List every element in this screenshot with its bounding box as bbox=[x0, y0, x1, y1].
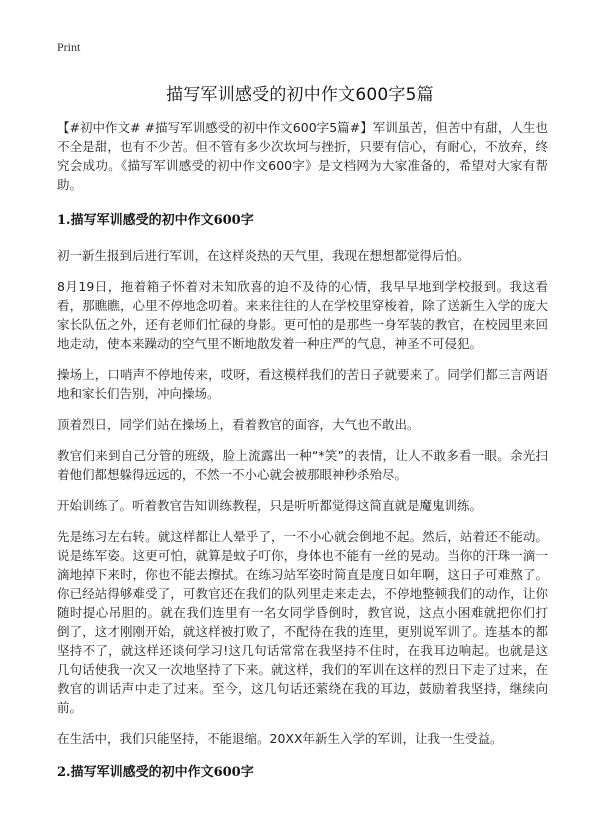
page-title: 描写军训感受的初中作文600字5篇 bbox=[166, 85, 434, 105]
article-body bbox=[57, 118, 548, 798]
paragraph: 开始训练了。听着教官告知训练教程，只是听听都觉得这简直就是魔鬼训练。 bbox=[57, 498, 483, 513]
section-heading-2: 2.描写军训感受的初中作文600字 bbox=[57, 765, 254, 780]
paragraph: 先是练习左右转。就这样都让人晕乎了，一不小心就会倒地不起。然后，站着还不能动。说是练军姿。这更可怕，就算是蚊子叮你，身体也不能有一丝的晃动。当你的汗珠一滴一滴地掉下来时，你也不能去擦拭。在练习站军姿时简直是度日如年啊，这日子可难熬了。你已经站得够难受了，可教官还在我们的队列里走来走去，不停地整顿我们的动作，让你随时提心吊胆的。就在我们连里有一名女同学昏倒时，教官说，这点小困难就把你们打 倒了，这才刚刚开始，就这样被打败了，不配待在我的连里，更别说军训了。连基本的都坚持不了，就这样还谈何学习!这几句话常常在我坚持不住时，在我耳边响起。也就是这几句话使我一次又一次地坚持了下来。就这样，我们的军训在这样的烈日下走了过来，在教官的训话声中走了过来。至今，这几句话还萦绕在我的耳边，鼓励着我坚持，继续向前。 bbox=[57, 529, 548, 715]
paragraph: 8月19日，拖着箱子怀着对未知欣喜的迫不及待的心情，我早早地到学校报到。我这看看，那瞧瞧，心里不停地念叨着。来来往往的人在学校里穿梭着，除了送新生入学的庞大家长队伍之外，还有老师们忙碌的身影。更可怕的是那些一身军装的教官，在校园里来回地走动，使本来躁动的空气里不断地散发着一种庄严的气息，神圣不可侵犯。 bbox=[57, 279, 548, 351]
intro-paragraph: 【#初中作文# #描写军训感受的初中作文600字5篇#】军训虽苦，但苦中有甜，人生也不全是甜，也有不少苦。但不管有多少次坎坷与挫折，只要有信心，有耐心，不放弃，终究会成功。《描写军训感受的初中作文600字》是文档网为大家准备的，希望对大家有帮助。 bbox=[57, 120, 548, 192]
paragraph: 在生活中，我们只能坚持，不能退缩。20XX年新生入学的军训，让我一生受益。 bbox=[57, 731, 503, 746]
print-link[interactable]: Print bbox=[57, 40, 81, 54]
paragraph: 初一新生报到后进行军训，在这样炎热的天气里，我现在想想都觉得后怕。 bbox=[57, 248, 470, 263]
paragraph: 教官们来到自己分管的班级，脸上流露出一种“*笑”的表情，让人不敢多看一眼。余光扫着他们都想躲得远远的，不然一不小心就会被那眼神秒杀殆尽。 bbox=[57, 448, 548, 482]
paragraph: 操场上，口哨声不停地传来，哎呀，看这模样我们的苦日子就要来了。同学们都三言两语地和家长们告别，冲向操场。 bbox=[57, 367, 548, 401]
paragraph: 顶着烈日，同学们站在操场上，看着教官的面容，大气也不敢出。 bbox=[57, 417, 420, 432]
section-heading-1: 1.描写军训感受的初中作文600字 bbox=[57, 213, 254, 228]
